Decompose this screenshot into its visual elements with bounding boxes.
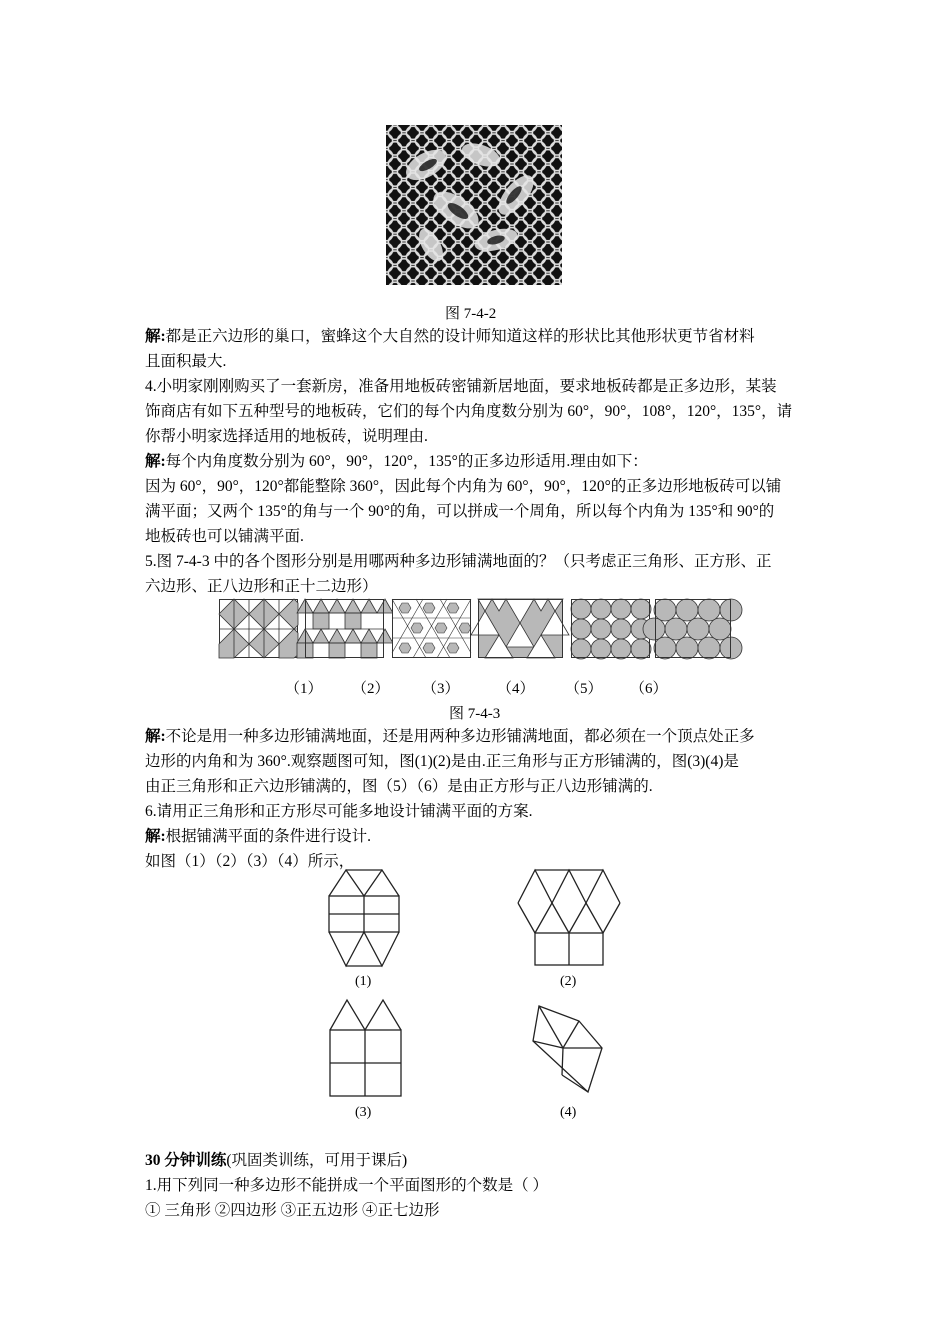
answer-3-line-2: 且面积最大. — [145, 353, 227, 370]
design-3 — [329, 999, 403, 1099]
answer-4-line-4: 地板砖也可以铺满平面. — [145, 528, 304, 545]
tiling-pattern-2 — [305, 599, 384, 658]
answer-label: 解: — [145, 453, 166, 470]
tiling-pattern-1 — [219, 599, 298, 658]
design-label-4: (4) — [560, 1105, 577, 1120]
question-4-line-2: 饰商店有如下五种型号的地板砖，它们的每个内角度数分别为 60°，90°，108°，120°，135°，请 — [145, 403, 793, 420]
design-label-3: (3) — [355, 1105, 372, 1120]
design-2 — [517, 869, 621, 968]
answer-3-line-1 — [145, 327, 755, 347]
tiling-pattern-6 — [655, 599, 731, 658]
answer-6-line-1 — [145, 827, 371, 847]
tiling-pattern-3 — [392, 599, 471, 658]
tiling-pattern-5 — [571, 599, 650, 658]
answer-6-line-2: 如图（1）（2）（3）（4）所示， — [145, 853, 355, 870]
design-label-2: (2) — [560, 974, 577, 989]
answer-label: 解: — [145, 328, 166, 345]
section-title: 30 分钟训练 — [145, 1152, 227, 1169]
design-label-1: (1) — [355, 974, 372, 989]
honeycomb-photo — [386, 125, 562, 285]
answer-text: 不论是用一种多边形铺满地面，还是用两种多边形铺满地面，都必须在一个顶点处正多 — [165, 728, 755, 745]
question-5-line-2: 六边形、正八边形和正十二边形） — [145, 578, 378, 595]
answer-text: 每个内角度数分别为 60°，90°，120°，135°的正多边形适用.理由如下： — [165, 453, 648, 470]
answer-5-line-1 — [145, 727, 755, 747]
pattern-label-6: （6） — [630, 681, 668, 697]
answer-label: 解: — [145, 728, 166, 745]
answer-text: 都是正六边形的巢口，蜜蜂这个大自然的设计师知道这样的形状比其他形状更节省材料 — [165, 328, 755, 345]
answer-4-line-2: 因为 60°，90°，120°都能整除 360°，因此每个内角为 60°，90°，120°的正多边形地板砖可以铺 — [145, 478, 782, 495]
figure-caption-7-4-2: 图 7-4-2 — [445, 306, 497, 322]
answer-5-line-3: 由正三角形和正六边形铺满的，图（5）（6）是由正方形与正八边形铺满的. — [145, 778, 653, 795]
pattern-label-2: （2） — [352, 681, 390, 697]
tiling-pattern-4 — [478, 599, 563, 658]
answer-text: 根据铺满平面的条件进行设计. — [165, 828, 372, 845]
section-heading — [145, 1151, 407, 1171]
question-4-line-3: 你帮小明家选择适用的地板砖，说明理由. — [145, 428, 428, 445]
pattern-label-3: （3） — [422, 681, 460, 697]
question-1-options: ① 三角形 ②四边形 ③正五边形 ④正七边形 — [145, 1202, 440, 1219]
pattern-label-1: （1） — [285, 681, 323, 697]
answer-5-line-2: 边形的内角和为 360°.观察题图可知，图(1)(2)是由.正三角形与正方形铺满的，图(3)(4)是 — [145, 753, 739, 770]
design-4 — [532, 1003, 606, 1095]
answer-label: 解: — [145, 828, 166, 845]
question-1-line-1: 1.用下列同一种多边形不能拼成一个平面图形的个数是（ ） — [145, 1177, 549, 1194]
question-5-line-1: 5.图 7-4-3 中的各个图形分别是用哪两种多边形铺满地面的？（只考虑正三角形、正方形、正 — [145, 553, 772, 570]
section-subtitle: (巩固类训练，可用于课后) — [226, 1152, 408, 1169]
answer-4-line-1 — [145, 452, 648, 472]
answer-4-line-3: 满平面；又两个 135°的角与一个 90°的角，可以拼成一个周角，所以每个内角为 135°和 90°的 — [145, 503, 775, 520]
figure-caption-7-4-3: 图 7-4-3 — [449, 706, 501, 722]
design-1 — [328, 869, 404, 970]
pattern-label-5: （5） — [565, 681, 603, 697]
pattern-label-4: （4） — [497, 681, 535, 697]
question-4-line-1: 4.小明家刚刚购买了一套新房，准备用地板砖密铺新居地面，要求地板砖都是正多边形，某装 — [145, 378, 777, 395]
question-6-line-1: 6.请用正三角形和正方形尽可能多地设计铺满平面的方案. — [145, 803, 533, 820]
